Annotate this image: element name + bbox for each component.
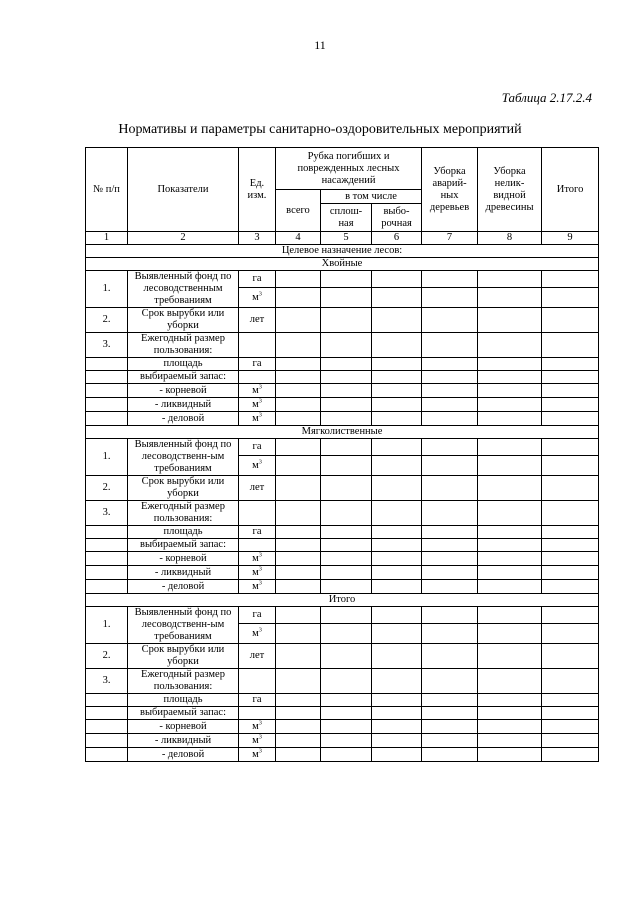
empty-cell — [276, 707, 321, 720]
table-row — [86, 476, 599, 501]
empty-cell — [372, 734, 422, 748]
empty-cell — [478, 566, 542, 580]
table-row — [86, 271, 599, 288]
empty-cell — [321, 720, 372, 734]
empty-cell — [372, 694, 422, 707]
empty-cell — [276, 748, 321, 762]
row-indicator: площадь — [128, 694, 239, 707]
empty-cell — [276, 476, 321, 501]
empty-cell — [276, 456, 321, 476]
empty-cell — [542, 308, 599, 333]
empty-cell — [422, 552, 478, 566]
empty-cell — [321, 456, 372, 476]
empty-cell — [372, 308, 422, 333]
empty-cell — [372, 439, 422, 456]
empty-cell — [422, 624, 478, 644]
empty-cell — [542, 501, 599, 526]
empty-cell — [422, 358, 478, 371]
unit-cell: $м^3$ — [239, 552, 276, 566]
empty-cell — [86, 358, 128, 371]
header-clear: сплош-ная — [321, 204, 372, 232]
empty-cell — [321, 333, 372, 358]
empty-cell — [372, 526, 422, 539]
unit-cell: $м^3$ — [239, 734, 276, 748]
empty-cell — [542, 720, 599, 734]
table-row — [86, 398, 599, 412]
row-indicator: Срок вырубки или уборки — [128, 476, 239, 501]
empty-cell — [542, 566, 599, 580]
page-number: 11 — [314, 38, 326, 52]
empty-cell — [86, 371, 128, 384]
row-indicator: Выявленный фонд по лесоводственным требованиям — [128, 271, 239, 308]
table-row — [86, 526, 599, 539]
empty-cell — [542, 412, 599, 426]
empty-cell — [542, 333, 599, 358]
empty-cell — [422, 308, 478, 333]
row-number: 2. — [86, 644, 128, 669]
empty-cell — [422, 288, 478, 308]
unit-cell: $м^3$ — [239, 398, 276, 412]
empty-cell — [86, 539, 128, 552]
empty-cell — [86, 707, 128, 720]
row-number: 3. — [86, 501, 128, 526]
empty-cell — [276, 644, 321, 669]
empty-cell — [321, 669, 372, 694]
unit-cell: $м^3$ — [239, 384, 276, 398]
row-indicator: - деловой — [128, 748, 239, 762]
empty-cell — [321, 271, 372, 288]
empty-cell — [542, 748, 599, 762]
empty-cell — [276, 358, 321, 371]
empty-cell — [372, 580, 422, 594]
empty-cell — [478, 501, 542, 526]
row-indicator: Ежегодный размер пользования: — [128, 669, 239, 694]
table-row — [86, 412, 599, 426]
empty-cell — [422, 271, 478, 288]
empty-cell — [542, 580, 599, 594]
empty-cell — [276, 694, 321, 707]
purpose-label: Целевое назначение лесов: — [86, 245, 599, 258]
section-title: Хвойные — [86, 258, 599, 271]
unit-cell: $м^3$ — [239, 580, 276, 594]
empty-cell — [372, 333, 422, 358]
empty-cell — [321, 734, 372, 748]
table-row — [86, 580, 599, 594]
empty-cell — [422, 580, 478, 594]
table-caption: Таблица 2.17.2.4 — [501, 90, 592, 105]
row-number: 2. — [86, 308, 128, 333]
header-illiquid: Уборка нелик-видной древесины — [478, 148, 542, 232]
empty-cell — [422, 720, 478, 734]
empty-cell — [542, 384, 599, 398]
empty-cell — [422, 476, 478, 501]
empty-cell — [542, 288, 599, 308]
empty-cell — [372, 669, 422, 694]
empty-cell — [372, 371, 422, 384]
unit-cell — [239, 539, 276, 552]
row-indicator: площадь — [128, 358, 239, 371]
empty-cell — [478, 271, 542, 288]
empty-cell — [276, 371, 321, 384]
row-indicator: Ежегодный размер пользования: — [128, 333, 239, 358]
empty-cell — [478, 644, 542, 669]
empty-cell — [478, 371, 542, 384]
row-indicator: выбираемый запас: — [128, 371, 239, 384]
empty-cell — [372, 501, 422, 526]
empty-cell — [478, 384, 542, 398]
empty-cell — [276, 669, 321, 694]
empty-cell — [542, 398, 599, 412]
row-indicator: площадь — [128, 526, 239, 539]
empty-cell — [478, 748, 542, 762]
empty-cell — [86, 398, 128, 412]
row-indicator: Выявленный фонд по лесоводственн-ым требованиям — [128, 607, 239, 644]
empty-cell — [478, 720, 542, 734]
empty-cell — [478, 456, 542, 476]
empty-cell — [422, 694, 478, 707]
empty-cell — [372, 539, 422, 552]
empty-cell — [422, 734, 478, 748]
empty-cell — [276, 539, 321, 552]
empty-cell — [321, 358, 372, 371]
col-number: 2 — [128, 232, 239, 245]
empty-cell — [86, 748, 128, 762]
row-indicator: - ликвидный — [128, 398, 239, 412]
row-number: 1. — [86, 607, 128, 644]
empty-cell — [321, 748, 372, 762]
empty-cell — [276, 439, 321, 456]
empty-cell — [478, 333, 542, 358]
table-row — [86, 607, 599, 624]
empty-cell — [478, 580, 542, 594]
empty-cell — [372, 358, 422, 371]
unit-cell: лет — [239, 308, 276, 333]
empty-cell — [86, 566, 128, 580]
section-title: Итого — [86, 594, 599, 607]
empty-cell — [478, 669, 542, 694]
row-indicator: - корневой — [128, 384, 239, 398]
empty-cell — [372, 624, 422, 644]
header-including: в том числе — [321, 190, 422, 204]
empty-cell — [276, 624, 321, 644]
section-title: Мягколиственные — [86, 426, 599, 439]
norms-table — [85, 147, 599, 762]
empty-cell — [478, 607, 542, 624]
table-row — [86, 333, 599, 358]
header-felling: Рубка погибших и поврежденных лесных насаждений — [276, 148, 422, 190]
column-numbers-row — [86, 232, 599, 245]
empty-cell — [542, 456, 599, 476]
unit-cell — [239, 707, 276, 720]
empty-cell — [321, 398, 372, 412]
empty-cell — [276, 308, 321, 333]
empty-cell — [478, 476, 542, 501]
empty-cell — [542, 439, 599, 456]
empty-cell — [422, 526, 478, 539]
empty-cell — [372, 607, 422, 624]
empty-cell — [372, 566, 422, 580]
empty-cell — [372, 707, 422, 720]
empty-cell — [478, 539, 542, 552]
empty-cell — [276, 398, 321, 412]
unit-cell: га — [239, 271, 276, 288]
header-unit: Ед. изм. — [239, 148, 276, 232]
empty-cell — [276, 566, 321, 580]
table-row — [86, 439, 599, 456]
empty-cell — [276, 271, 321, 288]
empty-cell — [372, 288, 422, 308]
empty-cell — [86, 580, 128, 594]
empty-cell — [276, 607, 321, 624]
table-row — [86, 669, 599, 694]
empty-cell — [542, 526, 599, 539]
empty-cell — [276, 526, 321, 539]
empty-cell — [372, 384, 422, 398]
unit-cell: $м^3$ — [239, 456, 276, 476]
empty-cell — [321, 439, 372, 456]
empty-cell — [321, 644, 372, 669]
empty-cell — [542, 669, 599, 694]
unit-cell: га — [239, 439, 276, 456]
empty-cell — [422, 501, 478, 526]
empty-cell — [422, 539, 478, 552]
row-indicator: - корневой — [128, 720, 239, 734]
empty-cell — [542, 371, 599, 384]
empty-cell — [372, 271, 422, 288]
header-num: № п/п — [86, 148, 128, 232]
empty-cell — [422, 566, 478, 580]
empty-cell — [542, 624, 599, 644]
unit-cell: га — [239, 694, 276, 707]
empty-cell — [542, 707, 599, 720]
empty-cell — [422, 384, 478, 398]
unit-cell — [239, 669, 276, 694]
row-indicator: - ликвидный — [128, 734, 239, 748]
empty-cell — [478, 707, 542, 720]
unit-cell: $м^3$ — [239, 624, 276, 644]
unit-cell: лет — [239, 644, 276, 669]
empty-cell — [372, 398, 422, 412]
empty-cell — [321, 501, 372, 526]
empty-cell — [372, 412, 422, 426]
col-number: 4 — [276, 232, 321, 245]
empty-cell — [321, 552, 372, 566]
empty-cell — [422, 439, 478, 456]
table-row — [86, 748, 599, 762]
empty-cell — [478, 412, 542, 426]
row-indicator: - ликвидный — [128, 566, 239, 580]
unit-cell — [239, 371, 276, 384]
table-row — [86, 720, 599, 734]
empty-cell — [86, 552, 128, 566]
empty-cell — [321, 624, 372, 644]
empty-cell — [542, 476, 599, 501]
empty-cell — [372, 720, 422, 734]
empty-cell — [321, 580, 372, 594]
empty-cell — [542, 734, 599, 748]
table-row — [86, 308, 599, 333]
unit-cell: га — [239, 358, 276, 371]
empty-cell — [276, 552, 321, 566]
empty-cell — [422, 398, 478, 412]
empty-cell — [422, 607, 478, 624]
row-number: 3. — [86, 333, 128, 358]
row-indicator: выбираемый запас: — [128, 707, 239, 720]
table-row — [86, 358, 599, 371]
empty-cell — [422, 371, 478, 384]
empty-cell — [422, 412, 478, 426]
col-number: 1 — [86, 232, 128, 245]
empty-cell — [542, 271, 599, 288]
header-itogo: Итого — [542, 148, 599, 232]
empty-cell — [276, 580, 321, 594]
empty-cell — [86, 412, 128, 426]
unit-cell: $м^3$ — [239, 412, 276, 426]
empty-cell — [276, 501, 321, 526]
row-indicator: - деловой — [128, 580, 239, 594]
table-row — [86, 694, 599, 707]
empty-cell — [372, 552, 422, 566]
empty-cell — [372, 644, 422, 669]
empty-cell — [542, 539, 599, 552]
empty-cell — [276, 384, 321, 398]
empty-cell — [478, 358, 542, 371]
table-row — [86, 552, 599, 566]
col-number: 5 — [321, 232, 372, 245]
table-row — [86, 384, 599, 398]
empty-cell — [422, 669, 478, 694]
empty-cell — [321, 476, 372, 501]
empty-cell — [542, 358, 599, 371]
empty-cell — [542, 607, 599, 624]
empty-cell — [372, 748, 422, 762]
col-number: 8 — [478, 232, 542, 245]
unit-cell: $м^3$ — [239, 288, 276, 308]
empty-cell — [321, 308, 372, 333]
row-number: 1. — [86, 271, 128, 308]
unit-cell: лет — [239, 476, 276, 501]
empty-cell — [478, 624, 542, 644]
empty-cell — [321, 694, 372, 707]
unit-cell — [239, 333, 276, 358]
table-row — [86, 566, 599, 580]
empty-cell — [321, 539, 372, 552]
empty-cell — [321, 526, 372, 539]
row-indicator: Срок вырубки или уборки — [128, 308, 239, 333]
unit-cell: $м^3$ — [239, 748, 276, 762]
empty-cell — [276, 288, 321, 308]
empty-cell — [478, 439, 542, 456]
table-body — [86, 258, 599, 762]
empty-cell — [276, 720, 321, 734]
empty-cell — [478, 398, 542, 412]
header-total-all: всего — [276, 190, 321, 232]
row-indicator: Выявленный фонд по лесоводственн-ым требованиям — [128, 439, 239, 476]
row-indicator: - деловой — [128, 412, 239, 426]
empty-cell — [321, 412, 372, 426]
empty-cell — [372, 456, 422, 476]
empty-cell — [542, 552, 599, 566]
empty-cell — [321, 288, 372, 308]
row-indicator: - корневой — [128, 552, 239, 566]
header-emergency: Уборка аварий-ных деревьев — [422, 148, 478, 232]
table-header — [86, 148, 599, 258]
row-number: 2. — [86, 476, 128, 501]
col-number: 3 — [239, 232, 276, 245]
header-indicators: Показатели — [128, 148, 239, 232]
empty-cell — [321, 707, 372, 720]
col-number: 9 — [542, 232, 599, 245]
row-indicator: Ежегодный размер пользования: — [128, 501, 239, 526]
unit-cell: $м^3$ — [239, 720, 276, 734]
empty-cell — [542, 644, 599, 669]
empty-cell — [422, 644, 478, 669]
empty-cell — [86, 734, 128, 748]
empty-cell — [542, 694, 599, 707]
row-indicator: выбираемый запас: — [128, 539, 239, 552]
empty-cell — [276, 333, 321, 358]
table-row — [86, 734, 599, 748]
empty-cell — [478, 734, 542, 748]
table-row — [86, 501, 599, 526]
empty-cell — [276, 412, 321, 426]
unit-cell: га — [239, 607, 276, 624]
empty-cell — [321, 566, 372, 580]
table-row — [86, 539, 599, 552]
empty-cell — [372, 476, 422, 501]
empty-cell — [422, 707, 478, 720]
empty-cell — [478, 308, 542, 333]
empty-cell — [478, 552, 542, 566]
empty-cell — [422, 748, 478, 762]
header-selective: выбо-рочная — [372, 204, 422, 232]
empty-cell — [321, 371, 372, 384]
document-title: Нормативы и параметры санитарно-оздоровительных мероприятий — [118, 122, 522, 137]
row-number: 3. — [86, 669, 128, 694]
empty-cell — [478, 694, 542, 707]
empty-cell — [276, 734, 321, 748]
empty-cell — [86, 526, 128, 539]
empty-cell — [478, 526, 542, 539]
empty-cell — [321, 607, 372, 624]
empty-cell — [422, 456, 478, 476]
empty-cell — [86, 384, 128, 398]
empty-cell — [422, 333, 478, 358]
empty-cell — [321, 384, 372, 398]
unit-cell: $м^3$ — [239, 566, 276, 580]
table-row — [86, 644, 599, 669]
unit-cell — [239, 501, 276, 526]
table-row — [86, 371, 599, 384]
row-number: 1. — [86, 439, 128, 476]
row-indicator: Срок вырубки или уборки — [128, 644, 239, 669]
empty-cell — [86, 720, 128, 734]
empty-cell — [86, 694, 128, 707]
unit-cell: га — [239, 526, 276, 539]
col-number: 7 — [422, 232, 478, 245]
col-number: 6 — [372, 232, 422, 245]
table-row — [86, 707, 599, 720]
empty-cell — [478, 288, 542, 308]
